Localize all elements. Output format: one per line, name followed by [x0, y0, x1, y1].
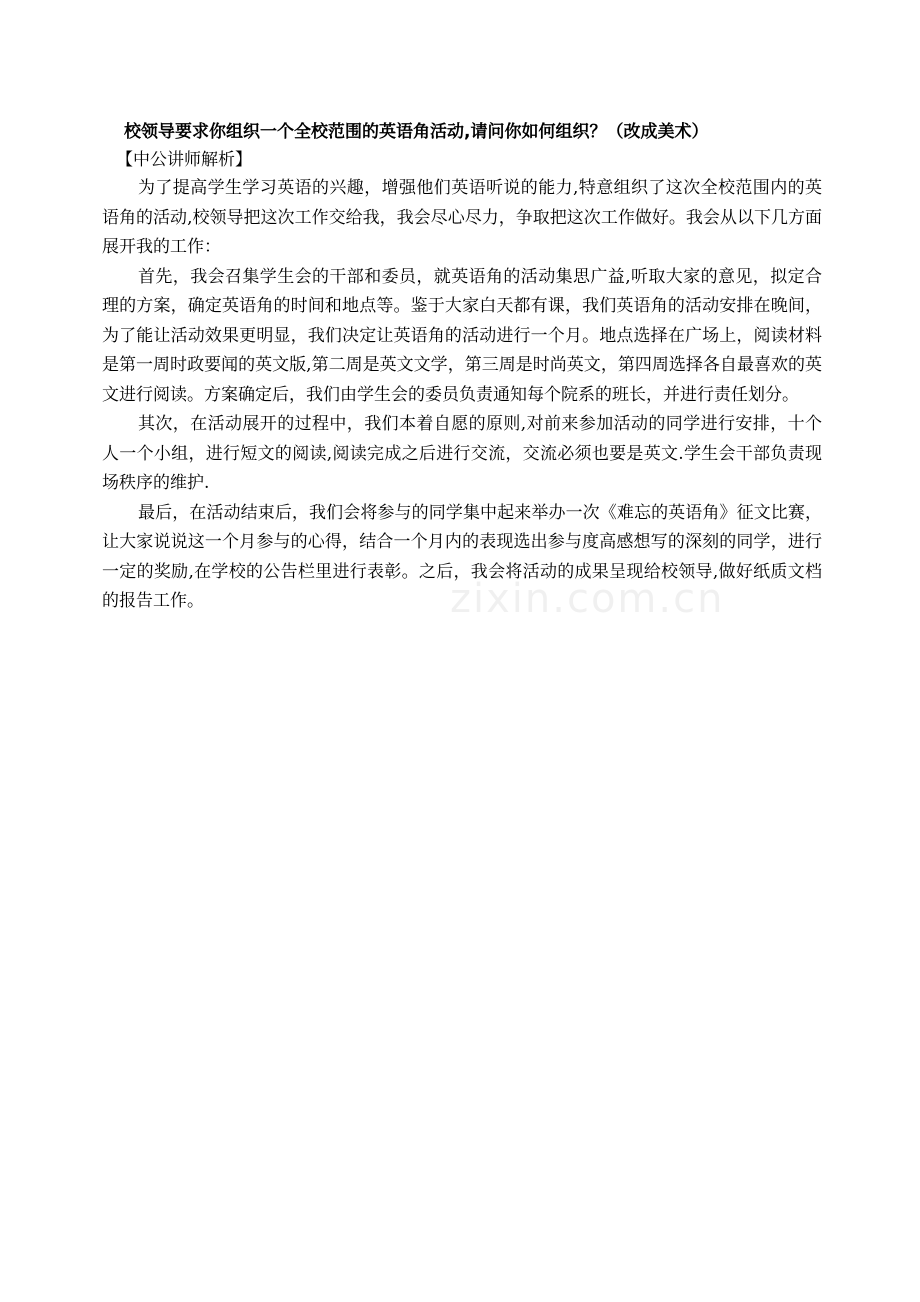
document-body	[102, 118, 822, 617]
paragraph-first: 首先，我会召集学生会的干部和委员，就英语角的活动集思广益,听取大家的意见，拟定合理的方案，确定英语角的时间和地点等。鉴于大家白天都有课，我们英语角的活动安排在晚间，为了能让活动效果更明显，我们决定让英语角的活动进行一个月。地点选择在广场上，阅读材料是第一周时政要闻的英文版,第二周是英文文学，第三周是时尚英文，第四周选择各自最喜欢的英文进行阅读。方案确定后，我们由学生会的委员负责通知每个院系的班长，并进行责任划分。	[102, 266, 822, 405]
analysis-label: 【中公讲师解析】	[116, 150, 252, 170]
question-title: 校领导要求你组织一个全校范围的英语角活动,请问你如何组织？（改成美术）	[124, 122, 709, 142]
paragraph-intro: 为了提高学生学习英语的兴趣，增强他们英语听说的能力,特意组织了这次全校范围内的英语角的活动,校领导把这次工作交给我，我会尽心尽力，争取把这次工作做好。我会从以下几方面展开我的工作：	[102, 178, 822, 257]
paragraph-second: 其次，在活动展开的过程中，我们本着自愿的原则,对前来参加活动的同学进行安排，十个人一个小组，进行短文的阅读,阅读完成之后进行交流，交流必须也要是英文.学生会干部负责现场秩序的维护.	[102, 414, 822, 493]
watermark: zixin.com.cn	[450, 576, 725, 622]
paragraph-last: 最后，在活动结束后，我们会将参与的同学集中起来举办一次《难忘的英语角》征文比赛，让大家说说这一个月参与的心得，结合一个月内的表现选出参与度高感想写的深刻的同学，进行一定的奖励,在学校的公告栏里进行表彰。之后，我会将活动的成果呈现给校领导,做好纸质文档的报告工作。	[102, 502, 822, 611]
